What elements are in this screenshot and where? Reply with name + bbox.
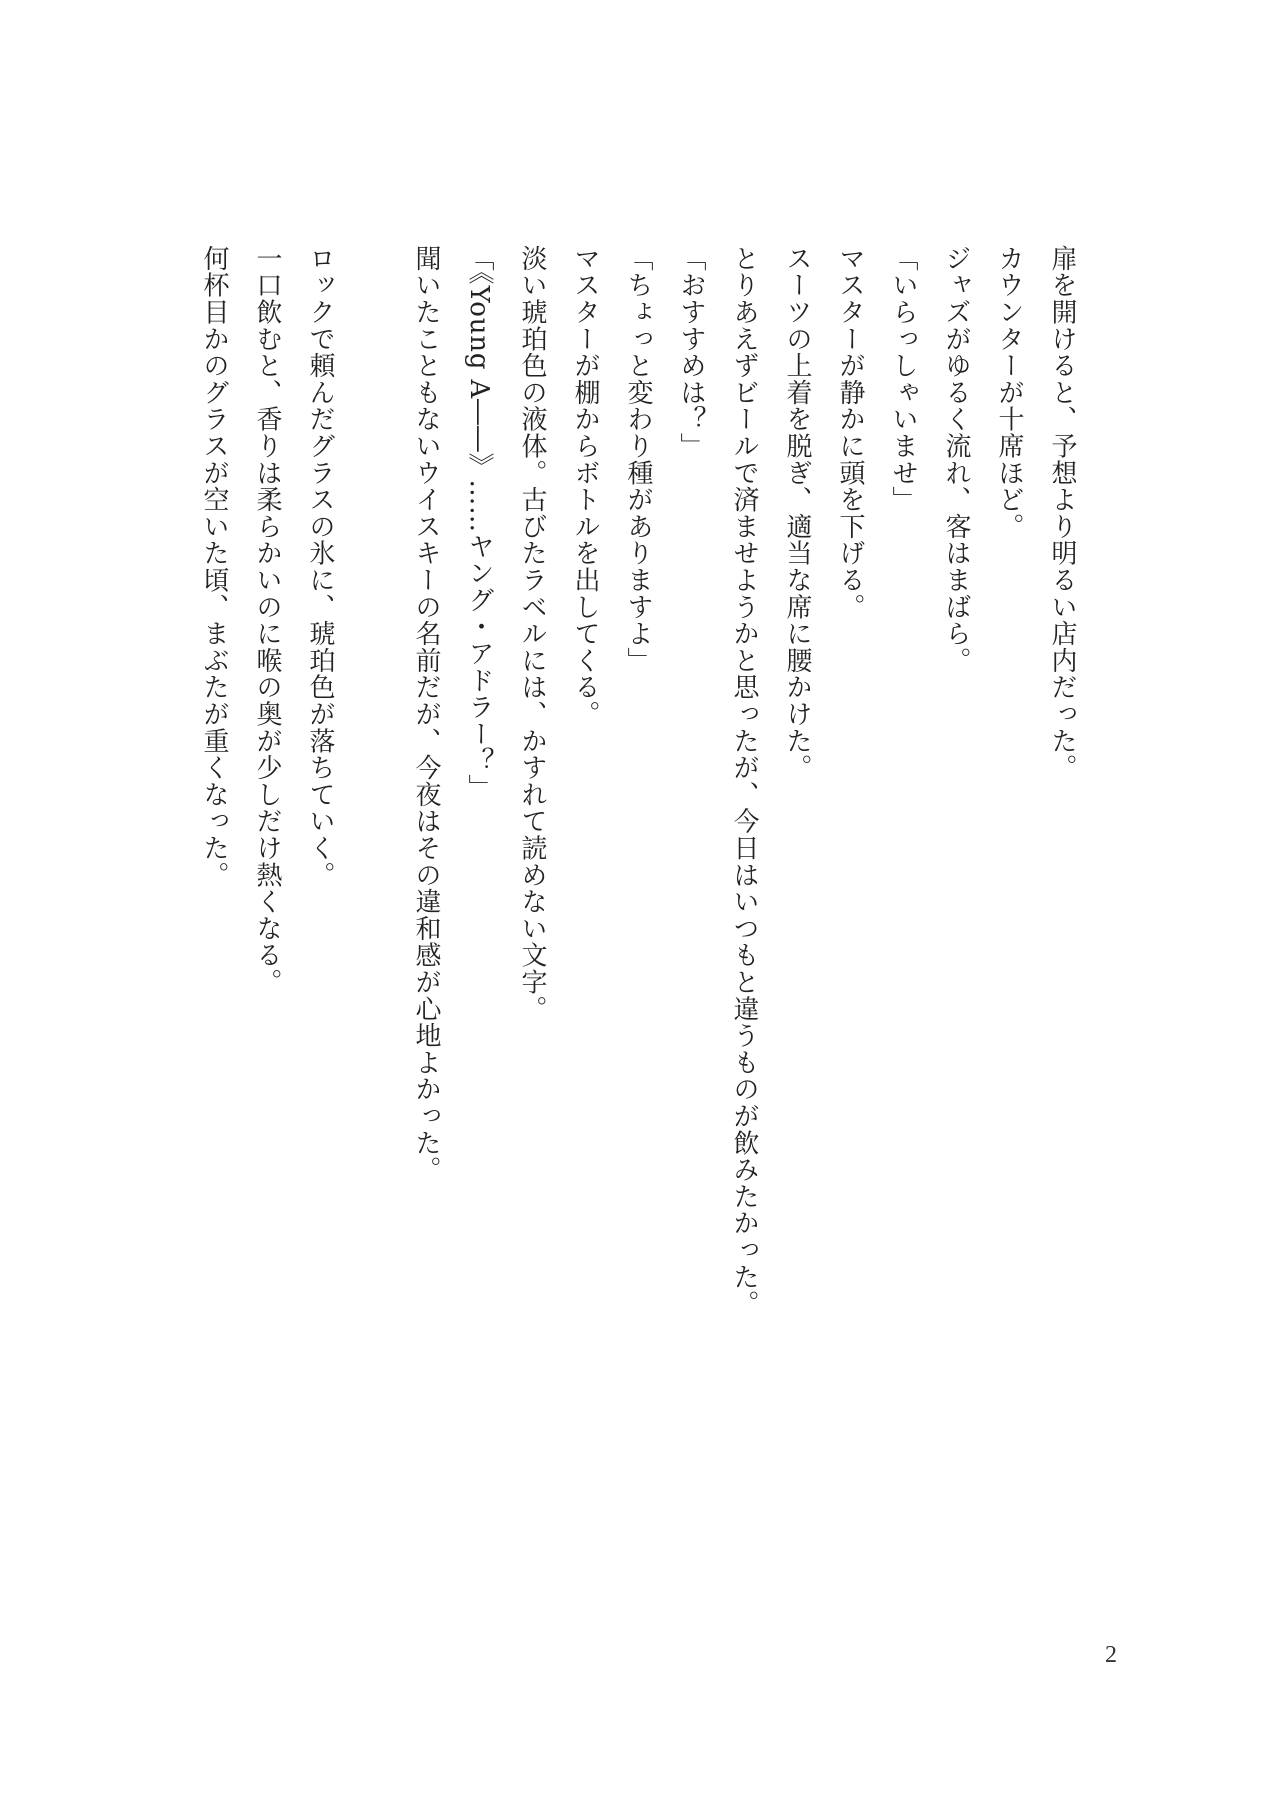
text-line: 淡い琥珀色の液体。古びたラベルには、かすれて読めない文字。 <box>517 245 547 1023</box>
vertical-text-body <box>187 245 1088 1425</box>
text-line: 何杯目かのグラスが空いた頃、まぶたが重くなった。 <box>199 245 229 889</box>
text-line: ジャズがゆるく流れ、客はまばら。 <box>941 245 971 674</box>
text-line: 扉を開けると、予想より明るい店内だった。 <box>1047 245 1077 781</box>
text-line: 一口飲むと、香りは柔らかいのに喉の奥が少しだけ熱くなる。 <box>252 245 282 996</box>
text-line: 「《Young A――》……ヤング・アドラー？」 <box>464 245 494 801</box>
text-line: カウンターが十席ほど。 <box>994 245 1024 540</box>
text-line: 「ちょっと変わり種がありますよ」 <box>623 245 653 674</box>
text-line: 「いらっしゃいませ」 <box>888 245 918 513</box>
text-line: 聞いたこともないウイスキーの名前だが、今夜はその違和感が心地よかった。 <box>411 245 441 1183</box>
text-line: 「おすすめは？」 <box>676 245 706 460</box>
text-line: スーツの上着を脱ぎ、適当な席に腰かけた。 <box>782 245 812 781</box>
page-number: 2 <box>1105 1642 1117 1668</box>
paragraph-break <box>346 245 399 1425</box>
text-line: とりあえずビールで済ませようかと思ったが、今日はいつもと違うものが飲みたかった。 <box>729 245 759 1317</box>
text-line: マスターが静かに頭を下げる。 <box>835 245 865 621</box>
text-line: マスターが棚からボトルを出してくる。 <box>570 245 600 728</box>
text-line: ロックで頼んだグラスの氷に、琥珀色が落ちていく。 <box>305 245 335 889</box>
